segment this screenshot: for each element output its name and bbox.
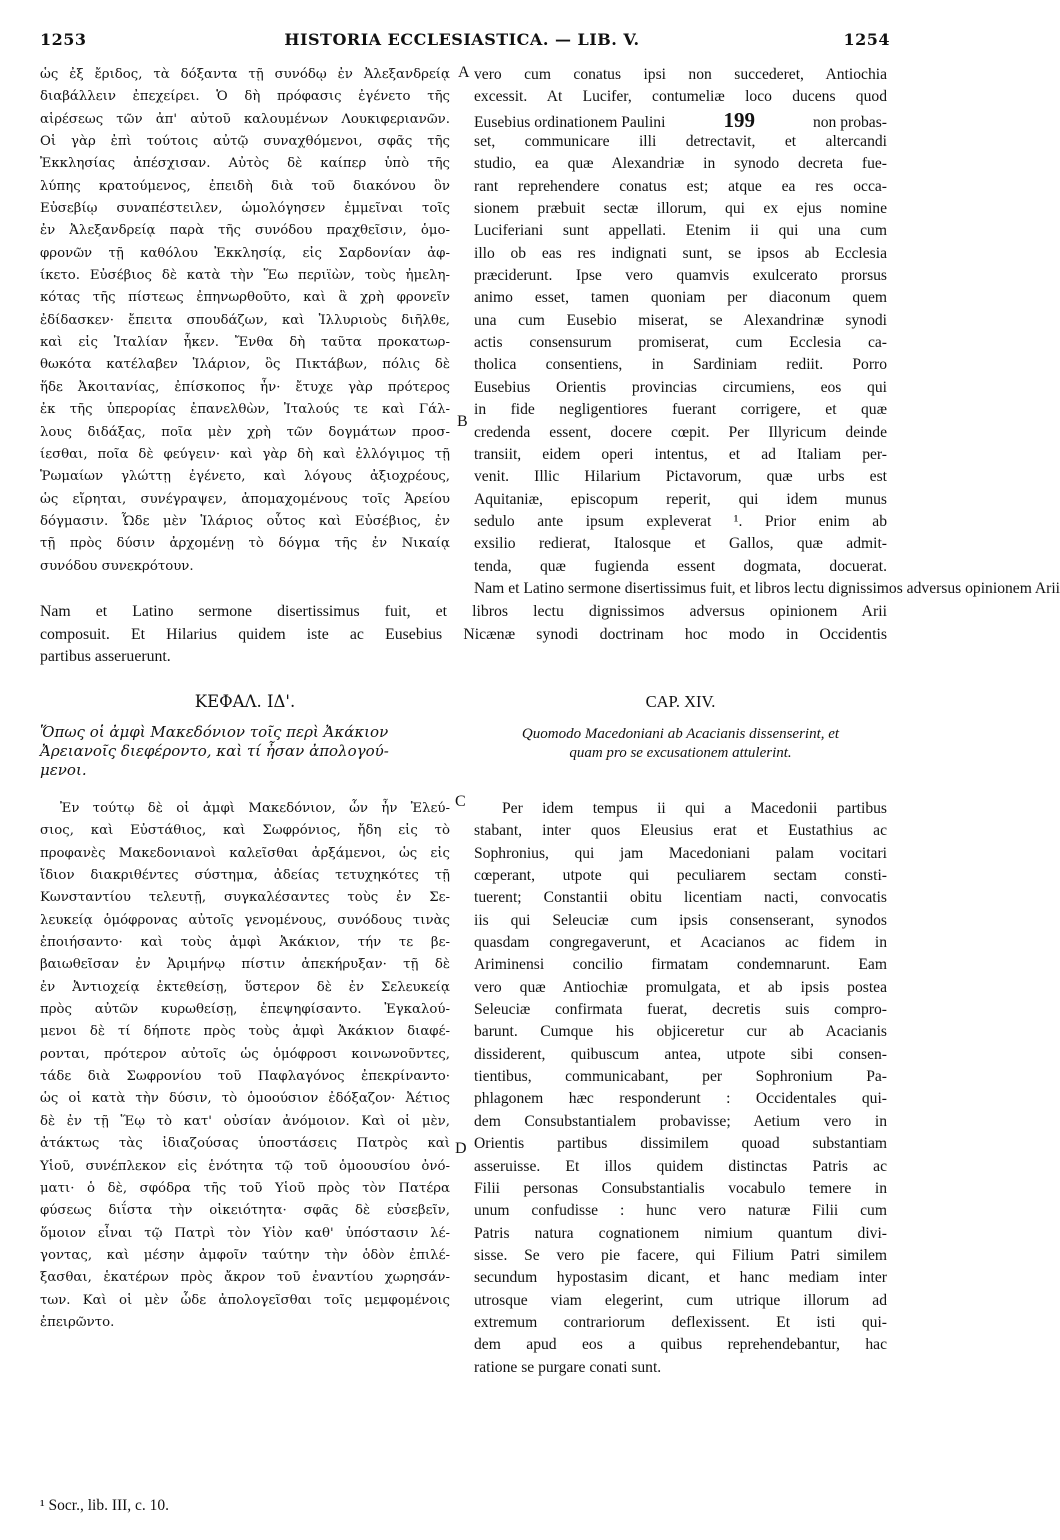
latin-text-line: dissiderent, quibuscum antea, utpote sibi consen- xyxy=(474,1045,887,1063)
greek-chapter-text xyxy=(40,798,450,1334)
margin-letter-c: C xyxy=(455,793,466,810)
greek-text-line: ἐδίδασκεν· ἔπειτα σπουδάζων, καὶ Ἰλλυριοὺς διῆλθε, xyxy=(40,312,450,328)
greek-text-line: ἐν Ἀλεξανδρείᾳ παρὰ τῆς συνόδου πραχθεῖσιν, ὁμο- xyxy=(40,223,450,239)
latin-text-line: vero quæ Antiochiæ promulgata, et ab ipsis postea xyxy=(474,978,887,996)
greek-text-line: γοντας, καὶ μέσην ἀμφοῖν ταύτην τὴν ὁδὸν ἐπιλέ- xyxy=(40,1247,450,1263)
full-width-paragraph xyxy=(40,601,887,669)
latin-text-line: stabant, inter quos Eleusius erat et Eustathius ac xyxy=(474,822,887,840)
greek-text-line: δὲ ἐν τῇ Ἕῳ τὸ κατ' οὐσίαν ἀνόμοιον. Καὶ οἱ μὲν, xyxy=(40,1113,450,1129)
footnote: ¹ Socr., lib. III, c. 10. xyxy=(40,1497,170,1514)
greek-text-line: διαβάλλειν ἐπεχείρει. Ὁ δὴ πρόφασις ἐγένετο τῆς xyxy=(40,89,450,105)
greek-subtitle-line: Ἀρειανοῖς διεφέροντο, καὶ τί ἦσαν ἀπολογού- xyxy=(40,742,389,760)
latin-text-line: Eusebius Orientis provincias circumiens, eos qui xyxy=(474,378,887,396)
chapter-heading-greek: ΚΕΦΑΛ. ΙΔ'. xyxy=(194,692,296,711)
greek-text-line: λύπης κρατούμενος, ἐπειδὴ διὰ τοῦ διακόνου ὃν xyxy=(40,178,450,194)
latin-text-line: præciderunt. Ipse vero quamvis exulcerato prorsus xyxy=(474,267,887,285)
greek-text-line: Ἐν τούτῳ δὲ οἱ ἀμφὶ Μακεδόνιον, ὧν ἦν Ἐλεύ- xyxy=(60,801,450,816)
latin-text-line: animo esset, tamen quoniam per diaconum quem xyxy=(474,289,887,307)
latin-text-line: unum confudisse : hunc vero naturæ Filii cum xyxy=(474,1202,887,1220)
greek-text-line: πρὸς αὐτῶν κυρωθείσῃ, ἐπεψηφίσαντο. Ἐγκαλού- xyxy=(40,1002,450,1018)
latin-text-line: cœperant, utpote qui peculiarem sectam consti- xyxy=(474,867,887,885)
greek-text-line: δόγμασιν. Ὧδε μὲν Ἱλάριος οὗτος καὶ Εὐσέβιος, ἐν xyxy=(40,513,450,529)
greek-text-line: θωκότα κατέλαβεν Ἱλάριον, ὃς Πικτάβων, πόλις δὲ xyxy=(40,357,450,373)
latin-column-top xyxy=(474,64,1060,600)
latin-text-fragment: non probas- xyxy=(812,113,887,131)
greek-text-line: Υἱοῦ, συνέπλεκον εἰς ἑνότητα τῷ τοῦ ὁμοουσίου ὀνό- xyxy=(40,1158,450,1174)
greek-text-line: Ῥωμαίων γλώττῃ ἐγένετο, καὶ λόγους ἀξιοχρέους, xyxy=(40,469,450,485)
latin-text-line: extremum contrariorum deflexissent. Et isti qui- xyxy=(474,1313,887,1331)
greek-text-line: μενοι δὲ τί δήποτε πρὸς τοὺς ἀμφὶ Ἀκάκιον διαφέ- xyxy=(40,1024,450,1040)
chapter-subtitle-latin xyxy=(474,725,887,763)
latin-text-line: tholica consentiens, in Sardiniam rediit. Porro xyxy=(474,356,887,374)
latin-subtitle-line: quam pro se excusationem attulerint. xyxy=(569,745,792,761)
greek-subtitle-line: μενοι. xyxy=(40,761,87,779)
greek-text-line: ἐποιήσαντο· καὶ τοὺς ἀμφὶ Ἀκάκιον, τήν τε βε- xyxy=(40,935,450,951)
greek-text-line: προφανὲς Μακεδονιανοὶ καλεῖσθαι ἀρξάμενοι, ὡς εἰς xyxy=(40,845,450,861)
full-width-line: Nam et Latino sermone disertissimus fuit, et libros lectu dignissimos adversus opinionem Arii xyxy=(40,603,887,620)
page-number-left: 1253 xyxy=(40,30,87,49)
greek-text-line: Εὐσεβίῳ συναπέστειλεν, ὡμολόγησεν ἐμμεῖναι τοῖς xyxy=(40,201,450,217)
greek-text-line: ἐκ τῆς ὑπερορίας ἐπανελθὼν, Ἰταλούς τε καὶ Γάλ- xyxy=(40,402,450,418)
greek-text-line: συνόδου συνεκρότουν. xyxy=(40,558,194,574)
latin-text-line: set, communicare illi detrectavit, et altercandi xyxy=(474,133,887,151)
greek-text-line: ξασθαι, ἑκατέρων πρὸς ἄκρον τοῦ ἐναντίου χωρησάν- xyxy=(40,1270,450,1286)
greek-text-line: ἐν Ἀντιοχείᾳ ἐκτεθείσῃ, ὕστερον δὲ ἐν Σελευκείᾳ xyxy=(40,979,450,995)
latin-text-line: asseruisse. Et illos quidem distinctas Patris ac xyxy=(474,1157,887,1175)
greek-text-line: ὡς ἐξ ἔριδος, τὰ δόξαντα τῇ συνόδῳ ἐν Ἀλεξανδρείᾳ xyxy=(40,67,450,82)
latin-text-line: tientibus, communicabant, per Sophronium Pa- xyxy=(474,1068,887,1086)
margin-letter-b: B xyxy=(457,413,468,430)
latin-text-line: iis qui Seleuciæ cum ipsis consenserant, synodos xyxy=(474,911,887,929)
full-width-line: partibus asseruerunt. xyxy=(40,648,171,665)
greek-text-line: ἴδιον διακριθέντες σύστημα, ἀδείας τετυχηκότες τῇ xyxy=(40,868,450,884)
latin-text-line: sisse. Se vero pie facere, qui Filium Patri similem xyxy=(474,1246,887,1264)
latin-text-line: illo ob eas res indignati sunt, se ipsos ab Ecclesia xyxy=(474,244,887,262)
latin-text-line: transiit, eidem operi intentus, et ad Italiam per- xyxy=(474,445,887,463)
latin-text-line: actis consensurum promiserat, cum Ecclesia ca- xyxy=(474,334,887,352)
latin-text-line: una cum Eusebio miserat, se Alexandrinæ synodi xyxy=(474,311,887,329)
greek-column-top xyxy=(40,64,450,578)
greek-text-line: ίκετο. Εὐσέβιος δὲ κατὰ τὴν Ἕω περιϊὼν, τοὺς ἠμελη- xyxy=(40,268,450,284)
latin-text-line: Aquitaniæ, episcopum reperit, qui idem munus xyxy=(474,490,887,508)
latin-text-line: credenda essent, docere cœpit. Per Illyricum deinde xyxy=(474,423,887,441)
greek-text-line: κότας τῆς πίστεως ἐπηνωρθοῦτο, καὶ ἃ χρὴ φρονεῖν xyxy=(40,290,450,306)
latin-text-line: secundum hypostasim dicant, et hanc mediam inter xyxy=(474,1269,887,1287)
latin-text-line: dem Consubstantialem probavisse; Aetium vero in xyxy=(474,1112,887,1130)
latin-text-line: venit. Illic Hilarium Pictavorum, quæ urbs est xyxy=(474,468,887,486)
running-title: HISTORIA ECCLESIASTICA. — LIB. V. xyxy=(284,30,640,49)
greek-text-line: ὅμοιον εἶναι τῷ Πατρὶ τὸν Υἱὸν καθ' ὑπόστασιν λέ- xyxy=(40,1225,450,1241)
latin-chapter-text xyxy=(474,798,887,1379)
greek-text-line: Κωνσταντίου τελευτῇ, συγκαλέσαντες τοὺς ἐν Σε- xyxy=(40,890,450,906)
greek-text-line: αἱρέσεως τῶν ἀπ' αὐτοῦ καλουμένων Λουκιφεριανῶν. xyxy=(40,111,450,127)
latin-text-line: Filii personas Consubstantialis vocabulo temere in xyxy=(474,1179,887,1197)
latin-text-line: barunt. Cumque his objiceretur cur ab Acacianis xyxy=(474,1023,887,1041)
greek-text-line: τάδε διὰ Σωφρονίου τοῦ Παφλαγόνος ἐπεκρίναντο· xyxy=(40,1069,450,1085)
latin-text-line: Per idem tempus ii qui a Macedonii partibus xyxy=(502,800,887,817)
latin-text-line: studio, ea quæ Alexandriæ in synodo decreta fue- xyxy=(474,155,887,173)
column-number: 199 xyxy=(723,107,755,132)
greek-text-line: ὡς οἱ κατὰ τὴν δύσιν, τὸ ὁμοούσιον ἐδόξαζον· Ἀέτιος xyxy=(40,1091,450,1107)
latin-text-line: utrosque viam elegerint, cum utrique illorum ad xyxy=(474,1291,887,1309)
greek-text-line: ἐπειρῶντο. xyxy=(40,1314,115,1330)
chapter-subtitle-greek xyxy=(40,723,460,780)
latin-text-line: phlagonem hæc responderunt : Occidentales qui- xyxy=(474,1090,887,1108)
greek-text-line: Ἐκκλησίας ἀπέσχισαν. Αὐτὸς δὲ καίπερ ὑπὸ τῆς xyxy=(40,156,450,172)
greek-text-line: ἀτάκτως τὰς ἰδιαζούσας ὑποστάσεις Πατρὸς καὶ xyxy=(40,1136,450,1152)
latin-text-line: vero cum conatus ipsi non succederet, Antiochia xyxy=(474,66,887,83)
latin-text-line: sionem præbuit sectæ illorum, qui ex ejus nomine xyxy=(474,200,887,218)
greek-text-line: βαιωθεῖσαν ἐν Ἀριμήνῳ πίστιν ἀπεκήρυξαν· τῇ δὲ xyxy=(40,957,450,973)
latin-subtitle-line: Quomodo Macedoniani ab Acacianis dissenserint, et xyxy=(521,726,840,742)
latin-text-line: quasdam congregaverunt, et Acacianos ac fidem in xyxy=(474,934,887,952)
greek-text-line: καὶ εἰς Ἰταλίαν ἧκεν. Ἔνθα δὴ ταῦτα προκατωρ- xyxy=(40,335,450,351)
greek-text-line: σιος, καὶ Εὐστάθιος, καὶ Σωφρόνιος, ἤδη εἰς τὸ xyxy=(40,823,450,839)
greek-text-line: Οἱ γὰρ ἐπὶ τούτοις αὐτῷ συναχθόμενοι, σφᾶς τῆς xyxy=(40,134,450,150)
latin-text-line: Sophronius, qui jam Macedoniani palam vocitari xyxy=(474,844,887,862)
greek-text-line: λευκείᾳ ὁμόφρονας αὐτοῖς γενομένους, συνόδους τινὰς xyxy=(40,912,450,928)
greek-text-line: ίεσθαι, ποῖα δὲ φεύγειν· καὶ γὰρ δὴ καὶ ἐλλόγιμος τῇ xyxy=(40,446,450,462)
margin-letter-a: A xyxy=(458,64,470,81)
latin-text-fragment: Eusebius ordinationem Paulini xyxy=(474,113,666,131)
greek-text-line: φύσεως διΐστα τὴν οἰκειότητα· σφᾶς δὲ εὐσεβεῖν, xyxy=(40,1203,450,1219)
margin-letter-d: D xyxy=(455,1140,467,1157)
greek-text-line: ἥδε Ἀκοιτανίας, ἐπίσκοπος ἦν· ἔτυχε γὰρ πρότερος xyxy=(40,379,450,395)
latin-text-line: Orientis partibus dissimilem quoad substantiam xyxy=(474,1135,887,1153)
latin-text-line: excessit. At Lucifer, contumeliæ loco ducens quod xyxy=(474,88,887,106)
chapter-heading-latin: CAP. XIV. xyxy=(645,692,716,711)
latin-text-line: Luciferiani sunt appellati. Etenim ii qui una cum xyxy=(474,222,887,240)
latin-text-line xyxy=(474,109,887,131)
greek-text-line: ματι· ὁ δὲ, σφόδρα τῆς τοῦ Υἱοῦ πρὸς τὸν Πατέρα xyxy=(40,1180,450,1196)
latin-text-line: sedulo ante ipsum expleverat ¹. Prior enim ab xyxy=(474,512,887,530)
latin-text-line: Seleuciæ confirmata fuerat, decretis suis compro- xyxy=(474,1001,887,1019)
latin-text-line: exsilio redierat, Italosque et Gallos, quæ admit- xyxy=(474,535,887,553)
greek-text-line: τῇ πρὸς δύσιν ἀρχομένῃ τὸ δόγμα τῆς ἐν Νικαίᾳ xyxy=(40,536,450,552)
latin-text-line: Nam et Latino sermone disertissimus fuit, et libros lectu dignissimos adversus opinionem Arii xyxy=(474,579,1060,597)
greek-subtitle-line: Ὅπως οἱ ἀμφὶ Μακεδόνιον τοῖς περὶ Ἀκάκιον xyxy=(40,723,389,741)
latin-text-line: dem apud eos a quibus reprehendebantur, hac xyxy=(474,1336,887,1354)
greek-text-line: ρονται, πρότερον αὐτοῖς ὡς ὁμόφροσι κοινωνοῦντες, xyxy=(40,1046,450,1062)
latin-text-line: rant reprehendere conatus est; atque ea res occa- xyxy=(474,177,887,195)
latin-text-line: ratione se purgare conati sunt. xyxy=(474,1358,662,1376)
greek-text-line: των. Καὶ οἱ μὲν ὧδε ἀπολογεῖσθαι τοῖς μεμφομένοις xyxy=(40,1292,450,1308)
latin-text-line: tenda, quæ fugienda essent dogmata, docuerat. xyxy=(474,557,887,575)
greek-text-line: φρονῶν τῇ καθόλου Ἐκκλησίᾳ, εἰς Σαρδονίαν ἀφ- xyxy=(40,245,450,261)
page-number-right: 1254 xyxy=(843,30,890,49)
latin-text-line: Patris natura cognationem nimium quantum divi- xyxy=(474,1224,887,1242)
greek-text-line: λους διδάξας, ποῖα μὲν χρὴ τῶν δογμάτων προσ- xyxy=(40,424,450,440)
latin-text-line: in fide negligentiores fuerant corrigere, et quæ xyxy=(474,401,887,419)
latin-text-line: tuerent; Constantii obitu licentiam nacti, convocatis xyxy=(474,889,887,907)
latin-text-line: Ariminensi concilio firmatam condemnarunt. Eam xyxy=(474,956,887,974)
full-width-line: composuit. Et Hilarius quidem iste ac Eusebius Nicænæ synodi doctrinam hoc modo in Occidentis xyxy=(40,625,887,643)
greek-text-line: ὡς εἴρηται, συνέγραψεν, ἀπομαχομένους τοῖς Ἀρείου xyxy=(40,491,450,507)
